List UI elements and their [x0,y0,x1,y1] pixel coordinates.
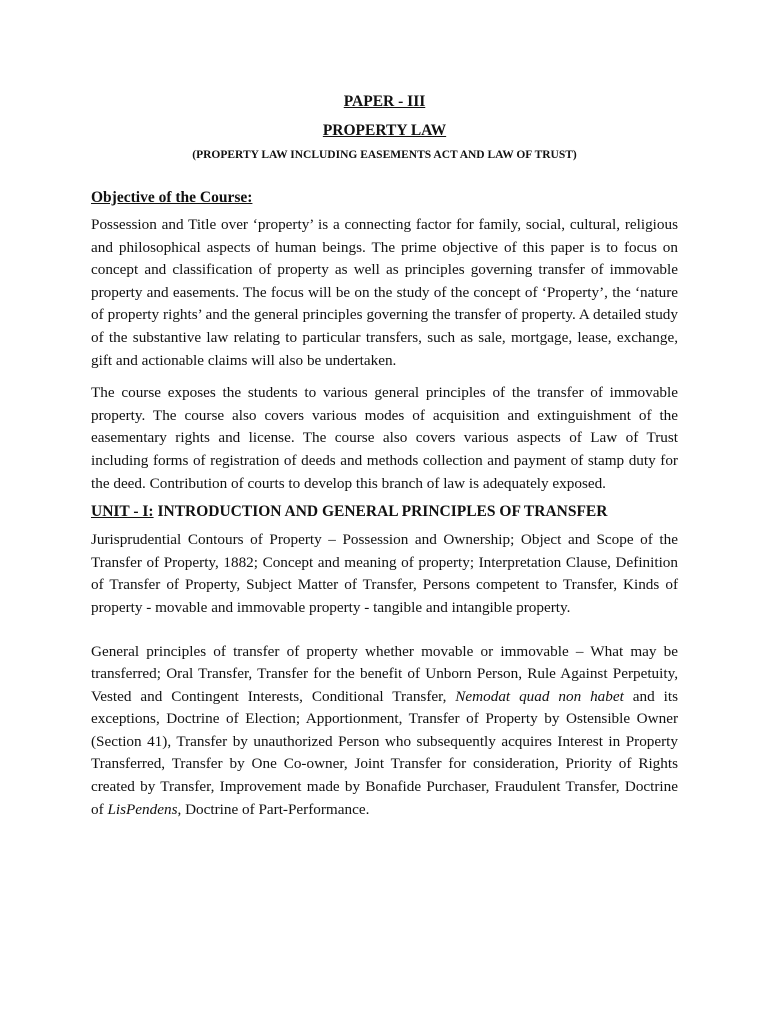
objective-heading: Objective of the Course: [91,189,253,206]
unit-1-label: UNIT - I: [91,503,154,521]
unit-1-paragraph-1: Jurisprudential Contours of Property – Possession and Ownership; Object and Scope of the Transfer of Property, 1882; Concept and meaning of property; Interpretation Clause, Definition of Transfer of Property, Subject Matter of Transfer, Persons competent to Transfer, Kinds of property - movable and immovable property - tangible and intangible property. [91,531,678,616]
unit-1-p2-italic-lispendens: LisPendens [107,800,178,818]
course-title: PROPERTY LAW [322,122,447,139]
paper-number-title: PAPER - III [343,93,426,110]
unit-1-p2-text-c: , Doctrine of Part-Performance. [177,800,370,818]
unit-1-p2-text-b: and its exceptions, Doctrine of Election; Apportionment, Transfer of Property by Ostensible Owner (Section 41), Transfer by unauthorized Person who subsequently acquires Interest in Property Transferred, Transfer by One Co-owner, Joint Transfer for consideration, Priority of Rights created by Transfer, Improvement made by Bonafide Purchaser, Fraudulent Transfer, Doctrine of [91,687,678,818]
unit-1-p2-text-a: General principles of transfer of property whether movable or immovable – What may be transferred; Oral Transfer, Transfer for the benefit of Unborn Person, Rule Against Perpetuity, Vested and Contingent Interests, Conditional Transfer, [91,642,678,705]
unit-1-title: INTRODUCTION AND GENERAL PRINCIPLES OF TRANSFER [153,503,608,521]
unit-1-heading [91,503,678,521]
unit-1-paragraph-2 [91,641,678,822]
course-subtitle: (PROPERTY LAW INCLUDING EASEMENTS ACT AND LAW OF TRUST) [192,149,577,161]
objective-paragraph-2: The course exposes the students to various general principles of the transfer of immovable property. The course also covers various modes of acquisition and extinguishment of the easementary rights and license. The course also covers various aspects of Law of Trust including forms of registration of deeds and methods collection and payment of stamp duty for the deed. Contribution of courts to develop this branch of law is adequately exposed. [91,384,678,492]
unit-1-p2-italic-nemodat: Nemodat quad non habet [455,687,624,705]
objective-paragraph-1: Possession and Title over ‘property’ is a connecting factor for family, social, cultural, religious and philosophical aspects of human beings. The prime objective of this paper is to focus on concept and classification of property as well as principles governing transfer of immovable property and easements. The focus will be on the study of the concept of ‘Property’, the ‘nature of property rights’ and the general principles governing the transfer of property. A detailed study of the substantive law relating to particular transfers, such as sale, mortgage, lease, exchange, gift and actionable claims will also be undertaken. [91,216,678,369]
